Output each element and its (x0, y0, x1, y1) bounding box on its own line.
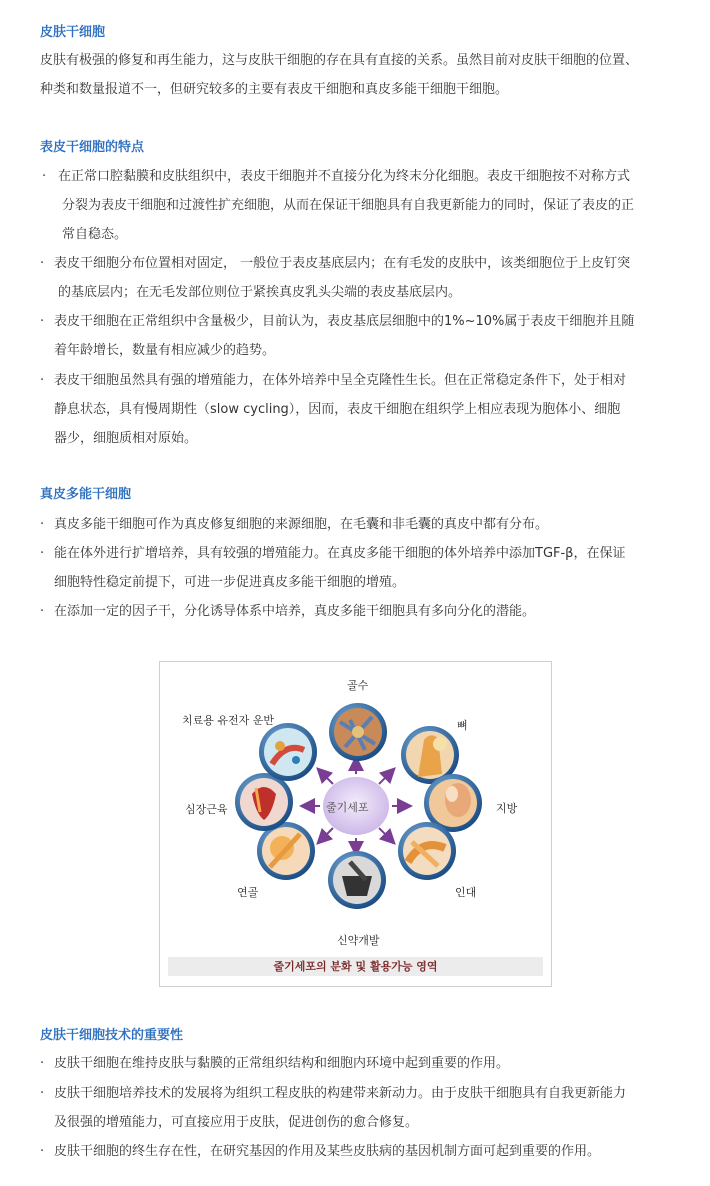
bullet-dot: · (40, 1086, 45, 1101)
list-item (40, 539, 680, 597)
list-item-line: 在添加一定的因子干，分化诱导体系中培养，真皮多能干细胞具有多向分化的潜能。 (54, 604, 536, 619)
label-fat: 지방 (496, 802, 518, 815)
list-item-line: 的基底层内；在无毛发部位则位于紧挨真皮乳头尖端的表皮基底层内。 (58, 285, 462, 300)
bone-marrow-circle (329, 703, 387, 761)
list-item (40, 249, 680, 307)
label-bone: 뼈 (457, 719, 468, 732)
list-item-line: 皮肤干细胞的终生存在性，在研究基因的作用及某些皮肤病的基因机制方面可起到重要的作用。 (54, 1144, 601, 1159)
bullet-dot: · (40, 314, 45, 329)
label-heart-muscle: 심장근육 (185, 803, 228, 816)
bullet-dot: · (40, 604, 45, 619)
label-drug-development: 신약개발 (337, 934, 380, 947)
list-item (40, 366, 680, 453)
drug-development-circle (328, 851, 386, 909)
arrow-top-right (379, 770, 393, 784)
list-item-line: 及很强的增殖能力，可直接应用于皮肤，促进创伤的愈合修复。 (54, 1115, 419, 1130)
arrow-bottom-right (379, 828, 393, 842)
list-item (40, 1079, 680, 1137)
list-item (40, 307, 680, 365)
list-item-line: 表皮干细胞虽然具有强的增殖能力，在体外培养中呈全克隆性生长。但在正常稳定条件下，处于相对 (54, 373, 627, 388)
bullet-dot: · (42, 169, 47, 184)
list-item-line: 着年龄增长，数量有相应减少的趋势。 (54, 343, 276, 358)
intro-paragraph (40, 46, 680, 104)
label-ligament: 인대 (455, 886, 477, 899)
list-item (40, 1049, 680, 1078)
center-label: 줄기세포 (326, 801, 369, 814)
figure-caption: 줄기세포의 분화 및 활용가능 영역 (168, 957, 543, 976)
section-title-epidermal-features: 表皮干细胞的特点 (40, 140, 145, 155)
section-title-skin-stem-cells: 皮肤干细胞 (40, 25, 106, 40)
arrow-top-left (319, 770, 333, 784)
section-title-dermal-stem-cells: 真皮多能干细胞 (40, 487, 132, 502)
list-item (40, 510, 680, 539)
list-item-line: 真皮多能干细胞可作为真皮修复细胞的来源细胞，在毛囊和非毛囊的真皮中都有分布。 (54, 517, 549, 532)
bullet-dot: · (40, 256, 45, 271)
section-title-importance: 皮肤干细胞技术的重要性 (40, 1028, 184, 1043)
label-cartilage: 연골 (237, 886, 259, 899)
list-item-line: 常自稳态。 (62, 227, 128, 242)
list-item (40, 1137, 680, 1166)
list-item-line: 细胞特性稳定前提下，可进一步促进真皮多能干细胞的增殖。 (54, 575, 406, 590)
list-item-line: 皮肤干细胞培养技术的发展将为组织工程皮肤的构建带来新动力。由于皮肤干细胞具有自我更新能力 (54, 1086, 627, 1101)
list-item-line: 表皮干细胞分布位置相对固定， 一般位于表皮基底层内；在有毛发的皮肤中，该类细胞位于上皮钉突 (54, 256, 631, 271)
list-item-line: 能在体外进行扩增培养，具有较强的增殖能力。在真皮多能干细胞的体外培养中添加TGF-β，在保证 (54, 546, 626, 561)
list-item-line: 表皮干细胞在正常组织中含量极少，目前认为，表皮基底层细胞中的1%~10%属于表皮干细胞并且随 (54, 314, 635, 329)
bullet-dot: · (40, 1056, 45, 1071)
gene-delivery-circle (259, 723, 317, 781)
label-gene-delivery: 치료용 유전자 운반 (182, 714, 275, 727)
bullet-dot: · (40, 517, 45, 532)
bullet-dot: · (40, 373, 45, 388)
list-item-line: 在正常口腔黏膜和皮肤组织中，表皮干细胞并不直接分化为终末分化细胞。表皮干细胞按不对称方式 (58, 169, 631, 184)
list-item-line: 皮肤干细胞在维持皮肤与黏膜的正常组织结构和细胞内环境中起到重要的作用。 (54, 1056, 510, 1071)
list-item-line: 器少，细胞质相对原始。 (54, 431, 198, 446)
intro-line-2: 种类和数量报道不一，但研究较多的主要有表皮干细胞和真皮多能干细胞干细胞。 (40, 82, 509, 97)
bullet-dot: · (40, 546, 45, 561)
list-item-line: 静息状态，具有慢周期性（slow cycling），因而，表皮干细胞在组织学上相应表现为胞体小、细胞 (54, 402, 621, 417)
label-bone-marrow: 골수 (347, 679, 369, 692)
list-item (40, 162, 680, 249)
stem-cell-figure (159, 661, 552, 987)
list-item (40, 597, 680, 626)
intro-line-1: 皮肤有极强的修复和再生能力，这与皮肤干细胞的存在具有直接的关系。虽然目前对皮肤干细胞的位置、 (40, 53, 639, 68)
arrow-bottom-left (319, 828, 333, 842)
bullet-dot: · (40, 1144, 45, 1159)
heart-muscle-circle (235, 773, 293, 831)
list-item-line: 分裂为表皮干细胞和过渡性扩充细胞，从而在保证干细胞具有自我更新能力的同时，保证了表皮的正 (62, 198, 635, 213)
ligament-circle (398, 822, 456, 880)
